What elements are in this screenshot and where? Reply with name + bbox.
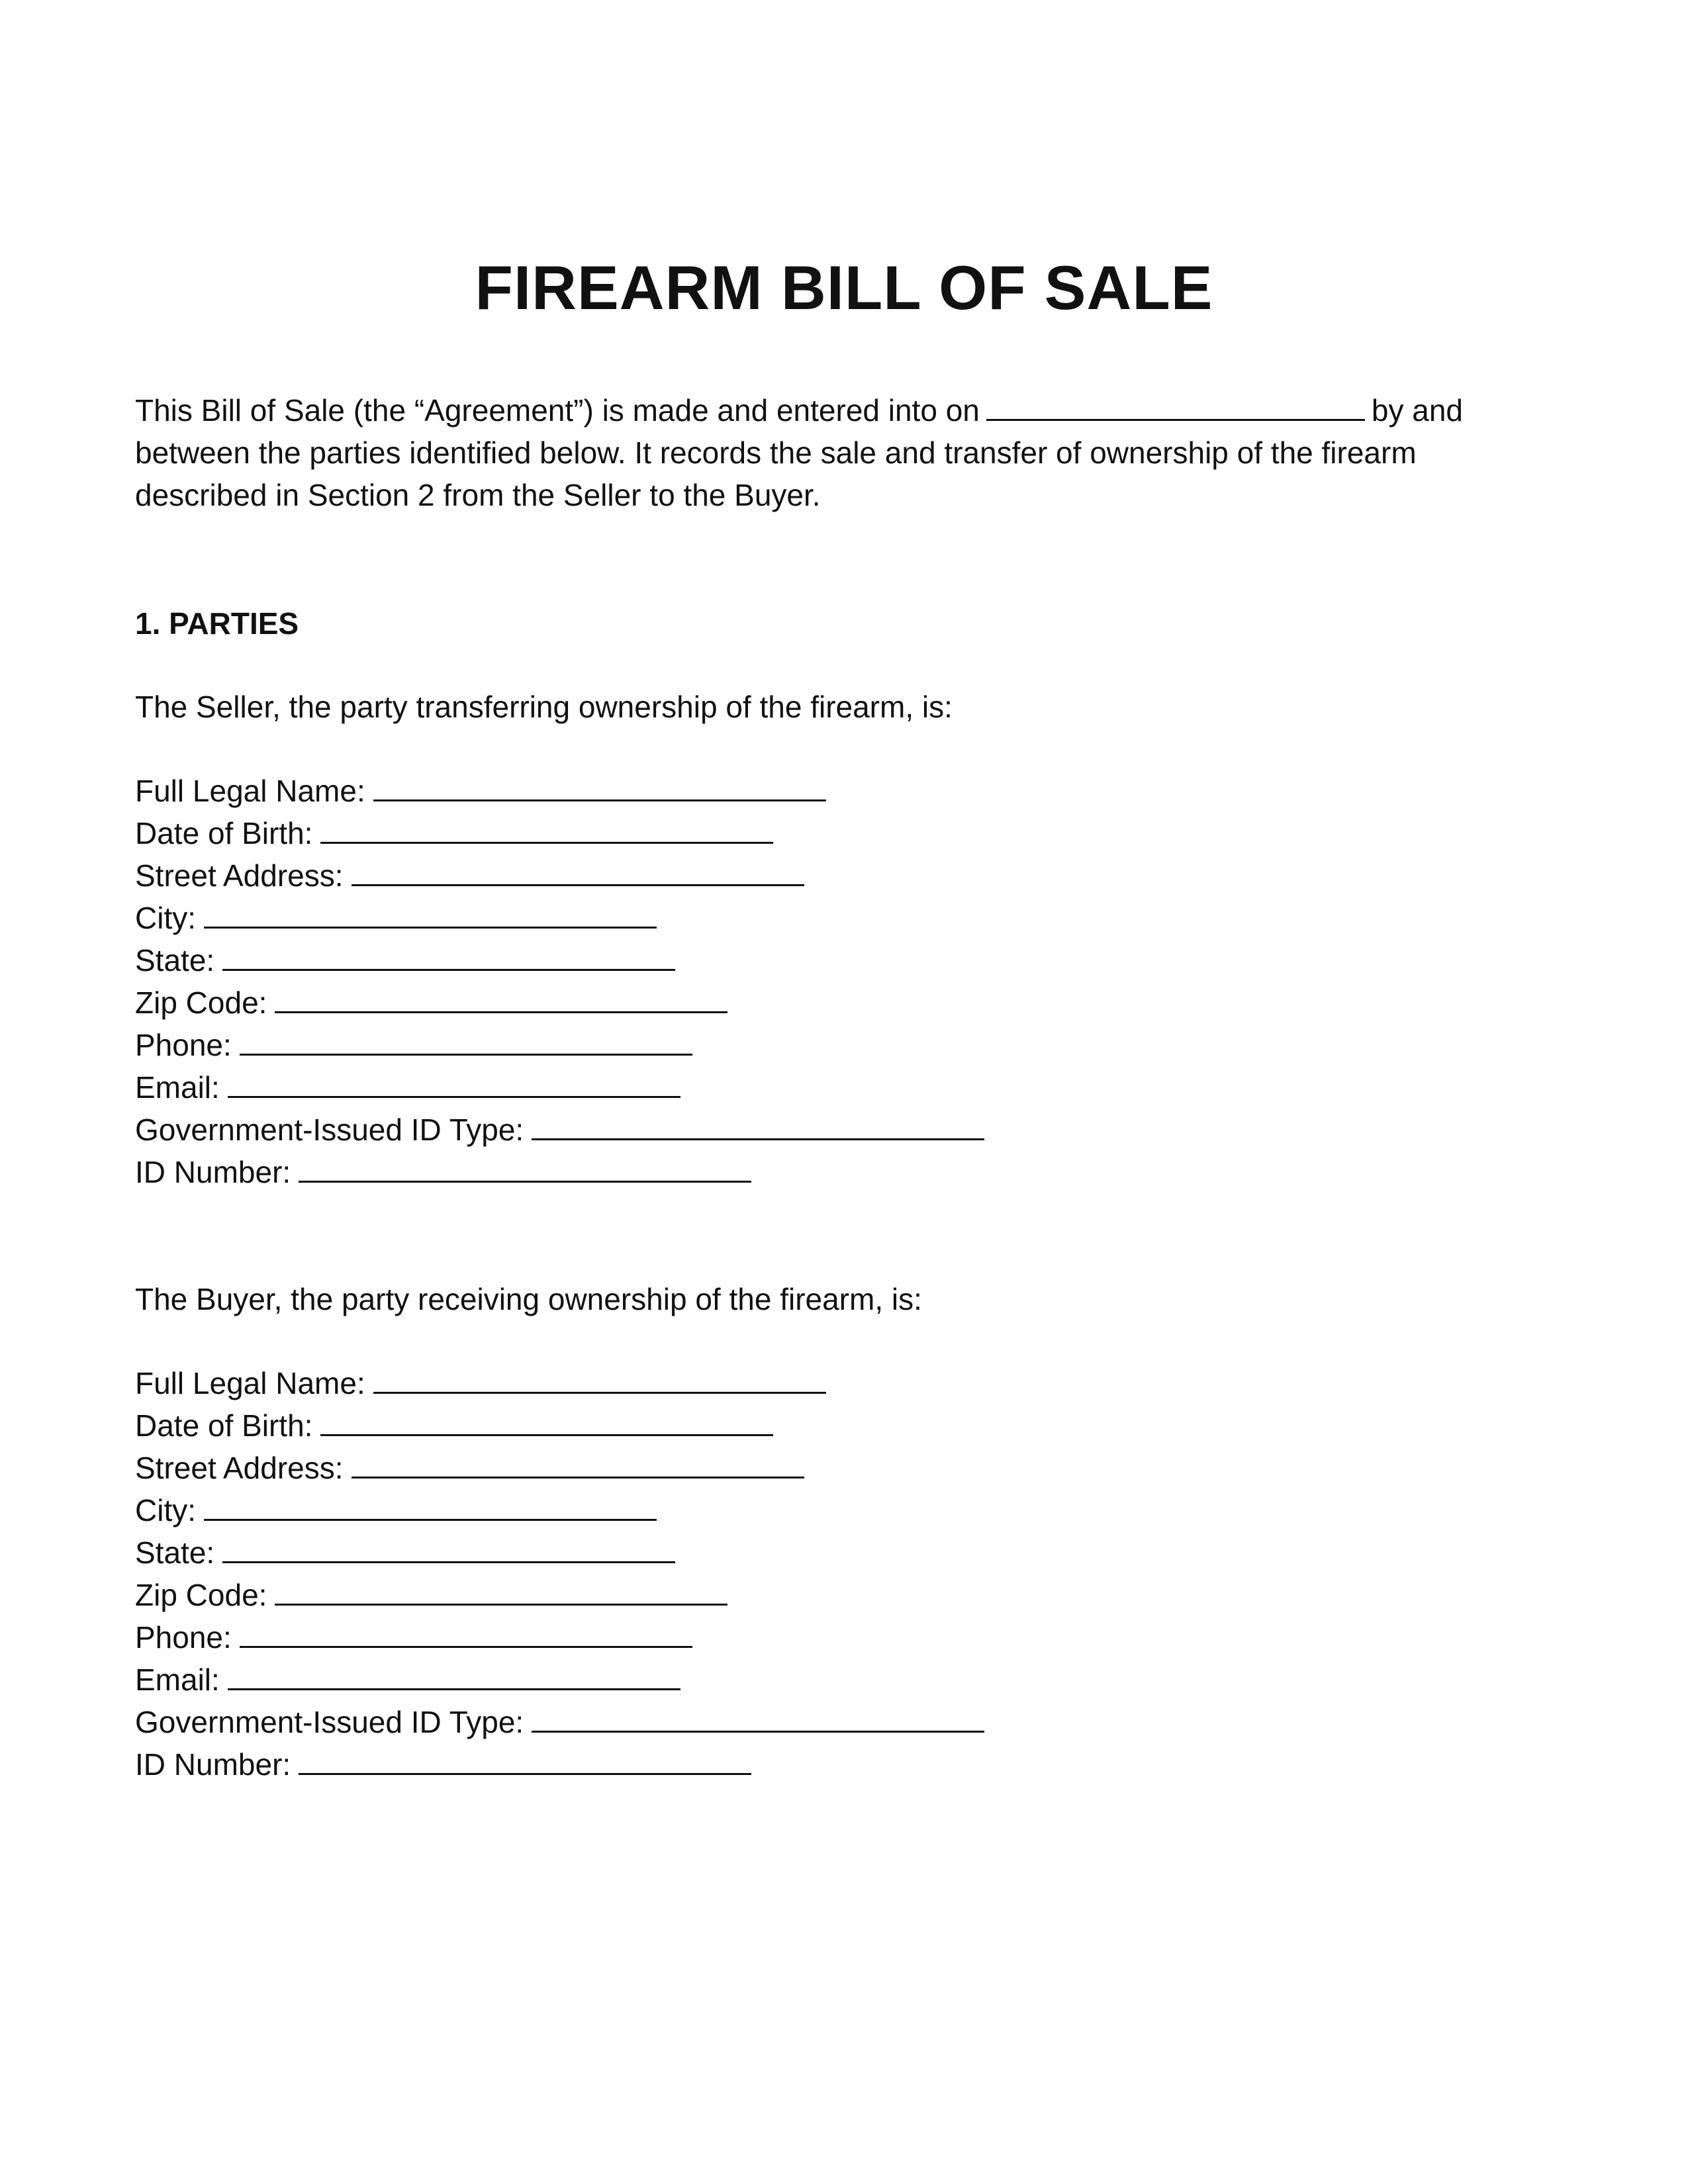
- seller-full-name-row: [135, 770, 984, 812]
- seller-street-row: [135, 854, 984, 897]
- buyer-city-row: [135, 1489, 984, 1531]
- field-label: City:: [135, 1493, 196, 1527]
- intro-line-1: [135, 389, 1578, 432]
- seller-dob-row: [135, 812, 984, 854]
- field-label: Date of Birth:: [135, 1408, 313, 1443]
- seller-state-blank[interactable]: [222, 941, 675, 971]
- buyer-zip-blank[interactable]: [275, 1576, 727, 1606]
- field-label: Zip Code:: [135, 985, 267, 1020]
- seller-email-blank[interactable]: [228, 1068, 680, 1098]
- seller-state-row: [135, 939, 984, 981]
- buyer-id-number-blank[interactable]: [299, 1745, 751, 1775]
- field-label: ID Number:: [135, 1747, 291, 1782]
- buyer-zip-row: [135, 1574, 984, 1616]
- field-label: Government-Issued ID Type:: [135, 1705, 524, 1739]
- buyer-dob-row: [135, 1404, 984, 1447]
- seller-email-row: [135, 1066, 984, 1109]
- buyer-city-blank[interactable]: [204, 1491, 657, 1521]
- field-label: City:: [135, 901, 196, 935]
- field-label: ID Number:: [135, 1155, 291, 1189]
- buyer-street-row: [135, 1447, 984, 1489]
- seller-city-row: [135, 897, 984, 939]
- buyer-state-row: [135, 1531, 984, 1574]
- seller-field-list: [135, 770, 984, 1193]
- field-label: Zip Code:: [135, 1578, 267, 1612]
- buyer-phone-blank[interactable]: [240, 1618, 692, 1648]
- seller-intro-text: The Seller, the party transferring ownership of the firearm, is:: [135, 690, 953, 724]
- seller-city-blank[interactable]: [204, 899, 657, 929]
- field-label: Street Address:: [135, 858, 344, 893]
- field-label: Email:: [135, 1662, 220, 1697]
- field-label: Email:: [135, 1070, 220, 1105]
- seller-phone-row: [135, 1024, 984, 1066]
- intro-line-2: between the parties identified below. It records the sale and transfer of ownership of the firearm: [135, 435, 1417, 470]
- seller-dob-blank[interactable]: [320, 814, 773, 844]
- field-label: State:: [135, 943, 215, 978]
- buyer-street-blank[interactable]: [352, 1449, 804, 1479]
- document-title: FIREARM BILL OF SALE: [475, 253, 1213, 322]
- seller-zip-blank[interactable]: [275, 983, 727, 1013]
- agreement-date-blank[interactable]: [986, 391, 1365, 421]
- buyer-email-row: [135, 1659, 984, 1701]
- seller-id-number-blank[interactable]: [299, 1153, 751, 1183]
- field-label: State:: [135, 1535, 215, 1570]
- buyer-intro-text: The Buyer, the party receiving ownership of the firearm, is:: [135, 1282, 922, 1316]
- field-label: Date of Birth:: [135, 816, 313, 850]
- buyer-field-list: [135, 1362, 984, 1786]
- buyer-id-type-blank[interactable]: [532, 1703, 984, 1733]
- seller-zip-row: [135, 981, 984, 1024]
- intro-paragraph: [135, 389, 1578, 516]
- intro-text-before-date: This Bill of Sale (the “Agreement”) is made and entered into on: [135, 393, 980, 428]
- buyer-dob-blank[interactable]: [320, 1406, 773, 1436]
- intro-line-3: described in Section 2 from the Seller to the Buyer.: [135, 478, 821, 512]
- seller-phone-blank[interactable]: [240, 1026, 692, 1056]
- seller-id-type-row: [135, 1109, 984, 1151]
- field-label: Government-Issued ID Type:: [135, 1113, 524, 1147]
- seller-id-type-blank[interactable]: [532, 1111, 984, 1140]
- buyer-email-blank[interactable]: [228, 1661, 680, 1690]
- buyer-phone-row: [135, 1616, 984, 1659]
- field-label: Full Legal Name:: [135, 1366, 365, 1400]
- field-label: Phone:: [135, 1620, 232, 1655]
- section-heading-parties: 1. PARTIES: [135, 606, 299, 641]
- buyer-id-number-row: [135, 1743, 984, 1786]
- intro-text-after-date: by and: [1371, 393, 1463, 428]
- seller-id-number-row: [135, 1151, 984, 1193]
- field-label: Full Legal Name:: [135, 774, 365, 808]
- field-label: Phone:: [135, 1028, 232, 1062]
- buyer-id-type-row: [135, 1701, 984, 1743]
- field-label: Street Address:: [135, 1451, 344, 1485]
- seller-street-blank[interactable]: [352, 856, 804, 886]
- seller-full-name-blank[interactable]: [373, 772, 826, 801]
- buyer-state-blank[interactable]: [222, 1533, 675, 1563]
- buyer-full-name-blank[interactable]: [373, 1364, 826, 1394]
- buyer-full-name-row: [135, 1362, 984, 1404]
